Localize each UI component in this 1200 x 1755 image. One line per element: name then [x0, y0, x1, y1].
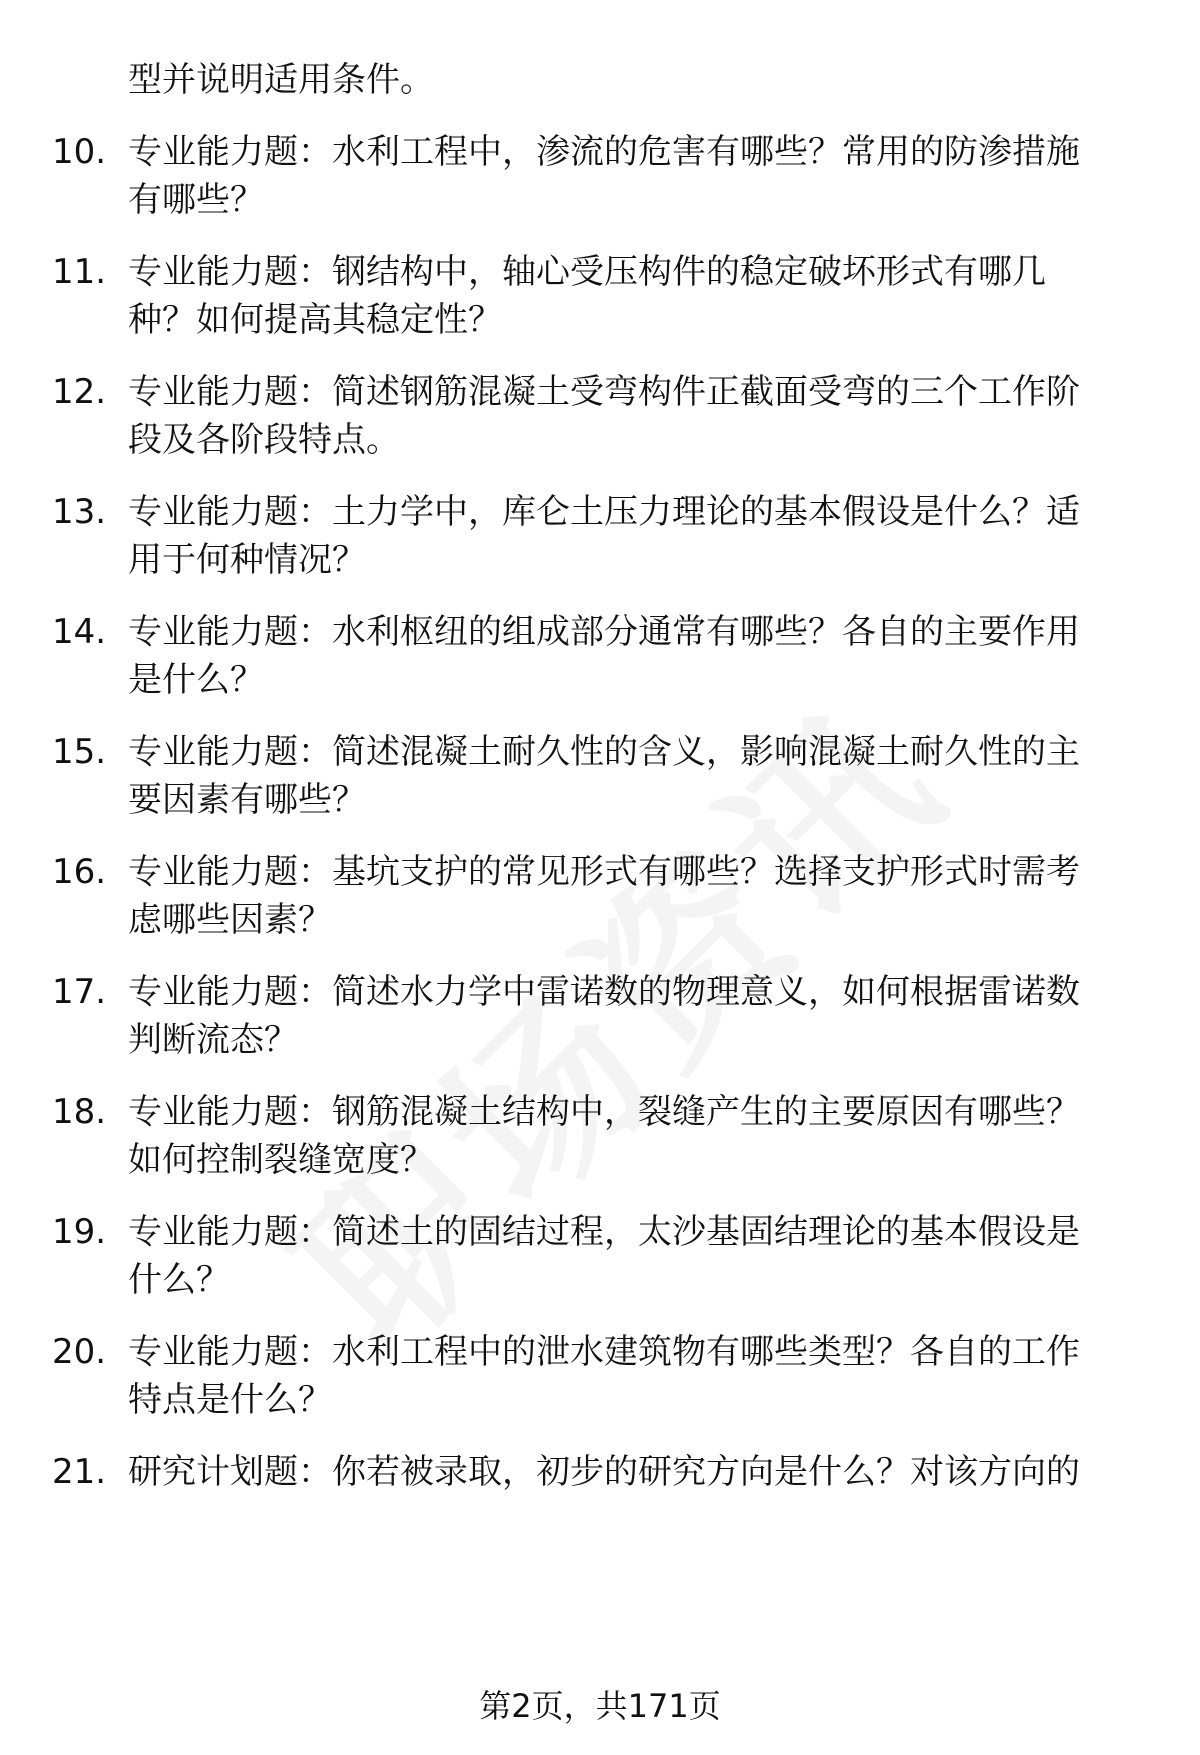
top-fragment: 型并说明适用条件。 [128, 60, 434, 100]
question-text-line-1: 研究计划题：你若被录取，初步的研究方向是什么？对该方向的 [128, 1452, 1080, 1492]
question-text-line-1: 专业能力题：水利工程中，渗流的危害有哪些？常用的防渗措施 [128, 132, 1080, 172]
question-number: 21. [52, 1452, 107, 1492]
page-footer: 第2页，共171页 [479, 1687, 721, 1725]
question-text-line-1: 专业能力题：简述土的固结过程，太沙基固结理论的基本假设是 [128, 1212, 1080, 1252]
question-number: 17. [52, 972, 107, 1012]
question-number: 16. [52, 852, 107, 892]
question-text-line-2: 虑哪些因素？ [128, 900, 332, 940]
question-text-line-2: 种？如何提高其稳定性？ [128, 300, 502, 340]
question-text-line-2: 段及各阶段特点。 [128, 420, 400, 460]
question-number: 14. [52, 612, 107, 652]
question-text-line-1: 专业能力题：土力学中，库仑土压力理论的基本假设是什么？适 [128, 492, 1080, 532]
question-text-line-1: 专业能力题：基坑支护的常见形式有哪些？选择支护形式时需考 [128, 852, 1080, 892]
question-number: 19. [52, 1212, 107, 1252]
question-text-line-1: 专业能力题：钢结构中，轴心受压构件的稳定破坏形式有哪几 [128, 252, 1046, 292]
question-text-line-1: 专业能力题：水利工程中的泄水建筑物有哪些类型？各自的工作 [128, 1332, 1080, 1372]
question-text-line-2: 是什么？ [128, 660, 264, 700]
question-text-line-2: 特点是什么？ [128, 1380, 332, 1420]
question-text-line-2: 用于何种情况？ [128, 540, 366, 580]
question-text-line-2: 什么？ [128, 1260, 230, 1300]
question-number: 15. [52, 732, 107, 772]
question-text-line-1: 专业能力题：简述混凝土耐久性的含义，影响混凝土耐久性的主 [128, 732, 1080, 772]
question-number: 20. [52, 1332, 107, 1372]
question-text-line-1: 专业能力题：简述钢筋混凝土受弯构件正截面受弯的三个工作阶 [128, 372, 1080, 412]
question-text-line-1: 专业能力题：钢筋混凝土结构中，裂缝产生的主要原因有哪些？ [128, 1092, 1080, 1132]
question-text-line-2: 判断流态？ [128, 1020, 298, 1060]
question-number: 18. [52, 1092, 107, 1132]
question-number: 13. [52, 492, 107, 532]
question-text-line-2: 要因素有哪些？ [128, 780, 366, 820]
question-text-line-1: 专业能力题：水利枢纽的组成部分通常有哪些？各自的主要作用 [128, 612, 1080, 652]
question-text-line-1: 专业能力题：简述水力学中雷诺数的物理意义，如何根据雷诺数 [128, 972, 1080, 1012]
question-number: 11. [52, 252, 107, 292]
question-number: 12. [52, 372, 107, 412]
question-text-line-2: 有哪些？ [128, 180, 264, 220]
question-number: 10. [52, 132, 107, 172]
question-text-line-2: 如何控制裂缝宽度？ [128, 1140, 434, 1180]
